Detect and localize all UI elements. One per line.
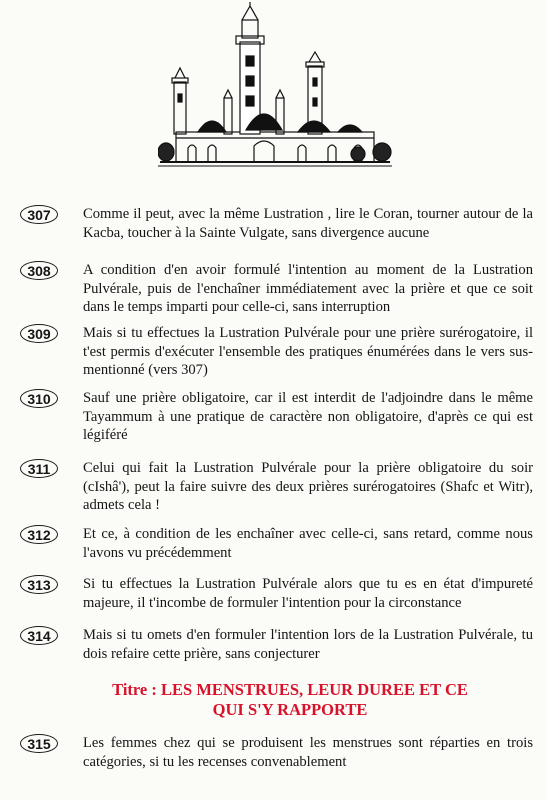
verse-text: Et ce, à condition de les enchaîner avec celle-ci, sans retard, comme nous l'avons vu précédemment	[83, 526, 533, 561]
verse-number: 310	[20, 389, 58, 408]
section-title-line-1: Titre : LES MENSTRUES, LEUR DUREE ET CE	[112, 680, 468, 699]
verse-text: Comme il peut, avec la même Lustration , lire le Coran, tourner autour de la Kacba, toucher à la Sainte Vulgate, sans divergence aucune	[83, 206, 533, 241]
verse-text: Sauf une prière obligatoire, car il est interdit de l'adjoindre dans le même Tayammum à une pratique de caractère non obligatoire, d'après ce qui est légiféré	[83, 390, 533, 444]
verse-number: 311	[20, 459, 58, 478]
verse-310	[20, 389, 533, 445]
verse-text: Les femmes chez qui se produisent les menstrues sont réparties en trois catégories, si tu les recenses convenablement	[83, 735, 533, 770]
verse-text: Si tu effectues la Lustration Pulvérale alors que tu es en état d'impureté majeure, il t'incombe de formuler l'intention pour la circonstance	[83, 576, 533, 611]
verse-308	[20, 261, 533, 317]
verse-number: 308	[20, 261, 58, 280]
verse-text: Mais si tu omets d'en formuler l'intention lors de la Lustration Pulvérale, tu dois refaire cette prière, sans conjecturer	[83, 627, 533, 662]
verse-315	[20, 734, 533, 771]
verse-text: Celui qui fait la Lustration Pulvérale pour la prière obligatoire du soir (cIshâ'), peut la faire suivre des deux prières surérogatoires (Shafc et Witr), admets cela !	[83, 460, 533, 514]
section-title-line-2: QUI S'Y RAPPORTE	[212, 700, 368, 719]
mosque-icon	[158, 2, 392, 170]
verse-number: 313	[20, 575, 58, 594]
verse-text: Mais si tu effectues la Lustration Pulvérale pour une prière surérogatoire, il t'est permis d'exécuter l'ensemble des pratiques énumérées dans le vers sus-mentionné (vers 307)	[83, 325, 533, 379]
verse-313	[20, 575, 533, 612]
verse-number: 307	[20, 205, 58, 224]
verse-314	[20, 626, 533, 663]
verse-text: A condition d'en avoir formulé l'intention au moment de la Lustration Pulvérale, puis de l'enchaîner immédiatement avec la prière et que ce soit dans le temps imparti pour celle-ci, sans interruption	[83, 262, 533, 316]
verse-number: 312	[20, 525, 58, 544]
verse-309	[20, 324, 533, 380]
verse-number: 309	[20, 324, 58, 343]
verse-307	[20, 205, 533, 242]
verse-number: 315	[20, 734, 58, 753]
verse-312	[20, 525, 533, 562]
verse-311	[20, 459, 533, 515]
section-title	[90, 680, 490, 720]
verse-number: 314	[20, 626, 58, 645]
